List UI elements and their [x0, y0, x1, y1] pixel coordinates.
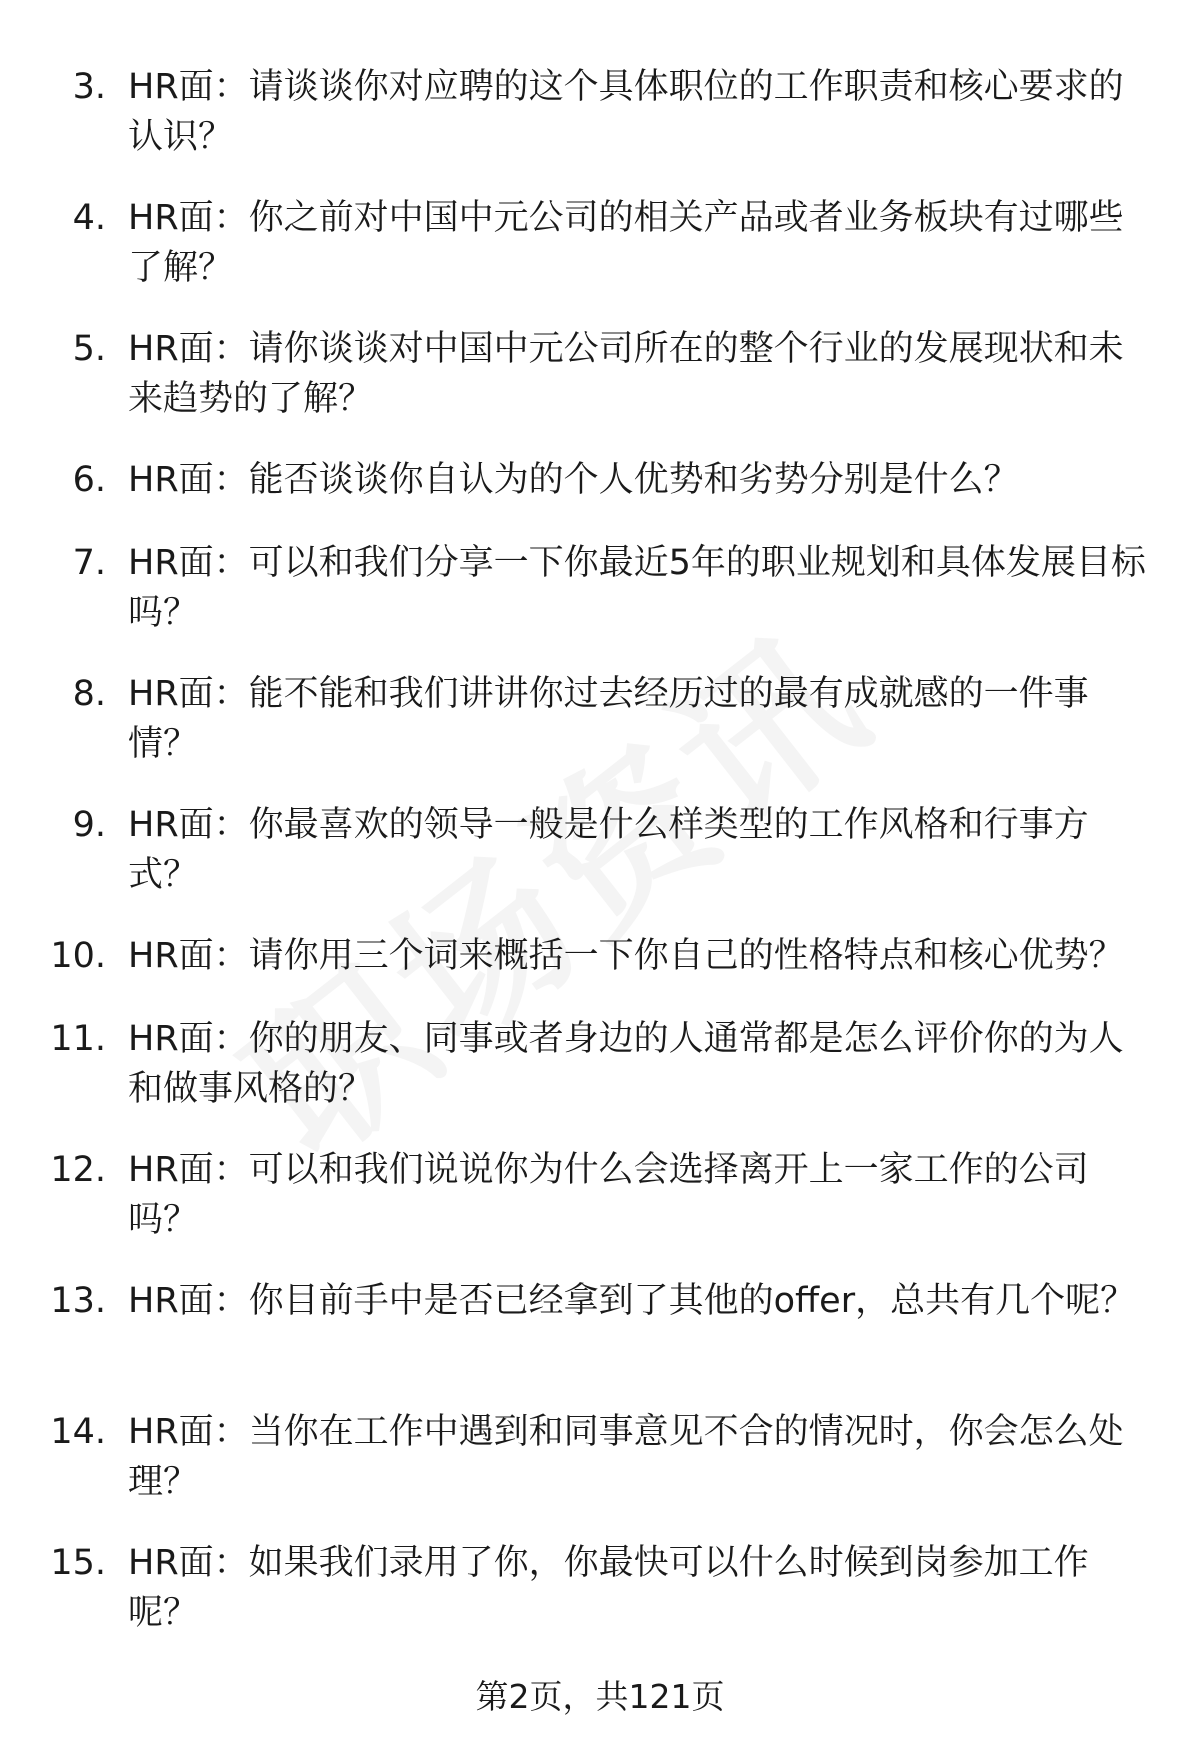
question-item: [0, 800, 1200, 898]
question-number: 15.: [50, 1543, 106, 1583]
question-list: [0, 62, 1200, 1669]
question-text: HR面：请你谈谈对中国中元公司所在的整个行业的发展现状和未来趋势的了解？: [128, 329, 1124, 419]
question-number: 7.: [72, 543, 106, 583]
question-text: HR面：请你用三个词来概括一下你自己的性格特点和核心优势？: [128, 936, 1124, 976]
question-text: HR面：可以和我们说说你为什么会选择离开上一家工作的公司吗？: [128, 1150, 1089, 1240]
question-item: [0, 324, 1200, 422]
question-item: [0, 193, 1200, 291]
question-number: 4.: [72, 198, 106, 238]
question-item: [0, 62, 1200, 160]
question-number: 3.: [72, 67, 106, 107]
question-number: 12.: [50, 1150, 106, 1190]
question-item: [0, 1276, 1200, 1374]
question-item: [0, 1538, 1200, 1636]
question-number: 9.: [72, 805, 106, 845]
question-number: 13.: [50, 1281, 106, 1321]
question-text: HR面：你目前手中是否已经拿到了其他的offer，总共有几个呢？: [128, 1281, 1136, 1321]
question-number: 14.: [50, 1412, 106, 1452]
question-text: HR面：你最喜欢的领导一般是什么样类型的工作风格和行事方式？: [128, 805, 1089, 895]
question-text: HR面：可以和我们分享一下你最近5年的职业规划和具体发展目标吗？: [128, 543, 1146, 633]
question-text: HR面：如果我们录用了你，你最快可以什么时候到岗参加工作呢？: [128, 1543, 1089, 1633]
question-text: HR面：你的朋友、同事或者身边的人通常都是怎么评价你的为人和做事风格的？: [128, 1019, 1124, 1109]
question-number: 5.: [72, 329, 106, 369]
question-number: 10.: [50, 936, 106, 976]
question-item: [0, 931, 1200, 981]
question-number: 8.: [72, 674, 106, 714]
question-text: HR面：能不能和我们讲讲你过去经历过的最有成就感的一件事情？: [128, 674, 1089, 764]
question-item: [0, 1014, 1200, 1112]
question-item: [0, 669, 1200, 767]
question-number: 11.: [50, 1019, 106, 1059]
question-text: HR面：能否谈谈你自认为的个人优势和劣势分别是什么？: [128, 460, 1019, 500]
question-item: [0, 1145, 1200, 1243]
question-text: HR面：当你在工作中遇到和同事意见不合的情况时，你会怎么处理？: [128, 1412, 1124, 1502]
question-text: HR面：请谈谈你对应聘的这个具体职位的工作职责和核心要求的认识？: [128, 67, 1124, 157]
question-text: HR面：你之前对中国中元公司的相关产品或者业务板块有过哪些了解？: [128, 198, 1124, 288]
question-item: [0, 455, 1200, 505]
question-item: [0, 538, 1200, 636]
question-number: 6.: [72, 460, 106, 500]
question-item: [0, 1407, 1200, 1505]
page-footer: 第2页，共121页: [475, 1677, 725, 1716]
